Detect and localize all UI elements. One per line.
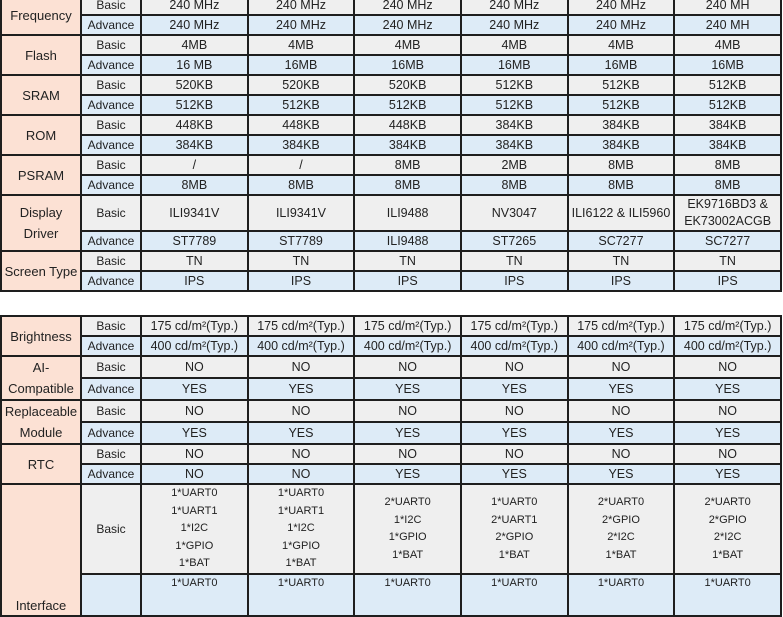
variant-label: Advance [81, 175, 141, 195]
spec-value [674, 484, 781, 574]
interface-item: 1*BAT [285, 557, 317, 570]
spec-value: 512KB [461, 95, 568, 115]
spec-value: 384KB [461, 135, 568, 155]
spec-value: 240 MHz [461, 15, 568, 35]
spec-value: 8MB [141, 175, 248, 195]
spec-value: YES [568, 464, 675, 484]
variant-label: Basic [81, 195, 141, 231]
interface-item: 1*UART0 [277, 487, 325, 500]
table-row [1, 574, 781, 616]
spec-value: NO [568, 400, 675, 422]
spec-value: 240 MHz [568, 0, 675, 15]
spec-value: TN [354, 251, 461, 271]
spec-value: 240 MHz [354, 0, 461, 15]
spec-value: 4MB [141, 35, 248, 55]
spec-value [141, 574, 248, 616]
spec-value [461, 574, 568, 616]
spec-value: 520KB [354, 75, 461, 95]
spec-value: NO [354, 444, 461, 464]
table-row [1, 464, 781, 484]
spec-value: 384KB [354, 135, 461, 155]
spec-value: TN [248, 251, 355, 271]
spec-value [568, 484, 675, 574]
spec-value: NO [354, 400, 461, 422]
variant-label: Basic [81, 35, 141, 55]
spec-value: SC7277 [568, 231, 675, 251]
spec-value: NO [461, 444, 568, 464]
interface-item: 2*GPIO [602, 513, 640, 526]
spec-value: 16MB [568, 55, 675, 75]
table-row [1, 15, 781, 35]
table-row [1, 378, 781, 400]
spec-value: 520KB [248, 75, 355, 95]
spec-value: / [141, 155, 248, 175]
spec-value: YES [568, 422, 675, 444]
spec-value: YES [248, 378, 355, 400]
spec-value: 16MB [354, 55, 461, 75]
spec-value: 240 MHz [568, 15, 675, 35]
table-row [1, 115, 781, 135]
interface-item: 1*UART0 [171, 577, 218, 589]
spec-label-sram: SRAM [1, 75, 81, 115]
variant-label: Basic [81, 75, 141, 95]
interface-item: 1*UART0 [597, 577, 645, 589]
interface-item: 1*I2C [393, 513, 422, 526]
spec-value: 400 cd/m²(Typ.) [674, 336, 781, 356]
spec-value: NO [248, 356, 355, 378]
spec-value: 512KB [674, 75, 781, 95]
spec-value [354, 574, 461, 616]
interface-item: 1*GPIO [388, 531, 427, 543]
variant-label: Advance [81, 231, 141, 251]
spec-value: YES [141, 422, 248, 444]
spec-value: YES [354, 422, 461, 444]
interface-item: 1*BAT [605, 548, 637, 561]
spec-value: 240 MH [674, 15, 781, 35]
spec-value: YES [354, 378, 461, 400]
spec-value: NO [674, 400, 781, 422]
spec-value: 8MB [568, 175, 675, 195]
spec-value [461, 484, 568, 574]
spec-value: 16MB [674, 55, 781, 75]
spec-value: 448KB [248, 115, 355, 135]
spec-value: YES [568, 378, 675, 400]
interface-item: 1*UART0 [277, 577, 325, 589]
spec-label-interface: Interface [1, 484, 81, 616]
spec-value: TN [141, 251, 248, 271]
spec-value: YES [674, 422, 781, 444]
table-row [1, 356, 781, 378]
spec-value: 8MB [461, 175, 568, 195]
spec-value: 16 MB [141, 55, 248, 75]
table-row [1, 316, 781, 336]
variant-label: Advance [81, 95, 141, 115]
spec-value: IPS [141, 271, 248, 291]
spec-value: 448KB [354, 115, 461, 135]
spec-value: 8MB [674, 175, 781, 195]
interface-item: 1*BAT [392, 548, 424, 561]
spec-value: 4MB [461, 35, 568, 55]
spec-value: YES [461, 464, 568, 484]
spec-value: 448KB [141, 115, 248, 135]
interface-item: 1*UART0 [171, 487, 218, 500]
spec-value: 240 MHz [248, 0, 355, 15]
spec-value: 384KB [141, 135, 248, 155]
variant-label: Advance [81, 135, 141, 155]
table-row [1, 0, 781, 15]
interface-item: 1*GPIO [175, 539, 214, 552]
table-row [1, 400, 781, 422]
spec-value: IPS [568, 271, 675, 291]
spec-label-psram: PSRAM [1, 155, 81, 195]
interface-item: 1*I2C [287, 522, 315, 535]
spec-value: ST7789 [248, 231, 355, 251]
spec-table-top [0, 0, 782, 292]
interface-item: 1*UART0 [384, 577, 431, 589]
spec-value: 512KB [141, 95, 248, 115]
spec-value: YES [354, 464, 461, 484]
spec-value: 400 cd/m²(Typ.) [141, 336, 248, 356]
spec-value: TN [674, 251, 781, 271]
spec-value: NO [248, 444, 355, 464]
spec-value: 384KB [461, 115, 568, 135]
spec-value: 240 MHz [248, 15, 355, 35]
spec-value: 8MB [674, 155, 781, 175]
spec-value: 384KB [674, 115, 781, 135]
variant-label: Basic [81, 400, 141, 422]
table-row [1, 336, 781, 356]
interface-item: 2*GPIO [708, 513, 747, 526]
spec-value: IPS [248, 271, 355, 291]
spec-value: NV3047 [461, 195, 568, 231]
spec-value: ILI6122 & ILI5960 [568, 195, 675, 231]
spec-value: TN [461, 251, 568, 271]
table-row [1, 135, 781, 155]
spec-value: 512KB [568, 75, 675, 95]
spec-value: 512KB [248, 95, 355, 115]
spec-value: IPS [674, 271, 781, 291]
variant-label: Advance [81, 422, 141, 444]
spec-value: 4MB [568, 35, 675, 55]
interface-item: 1*UART0 [704, 577, 751, 589]
spec-value: EK9716BD3 & EK73002ACGB [674, 195, 781, 231]
variant-label: Basic [81, 155, 141, 175]
interface-item: 2*UART0 [597, 496, 645, 508]
spec-value: 512KB [568, 95, 675, 115]
table-row [1, 55, 781, 75]
spec-value: NO [461, 356, 568, 378]
spec-value: NO [141, 356, 248, 378]
spec-value: 384KB [248, 135, 355, 155]
spec-value: YES [674, 464, 781, 484]
spec-value: 16MB [461, 55, 568, 75]
spec-value: 240 MHz [461, 0, 568, 15]
spec-label-screen-type: Screen Type [1, 251, 81, 291]
spec-value: SC7277 [674, 231, 781, 251]
spec-value [354, 484, 461, 574]
spec-value: ILI9488 [354, 195, 461, 231]
table-row [1, 444, 781, 464]
spec-value: NO [141, 464, 248, 484]
variant-label: Advance [81, 336, 141, 356]
spec-label-rtc: RTC [1, 444, 81, 484]
spec-value: IPS [354, 271, 461, 291]
spec-value: 384KB [568, 115, 675, 135]
spec-value: NO [141, 400, 248, 422]
spec-value: NO [354, 356, 461, 378]
spec-value: 512KB [674, 95, 781, 115]
spec-value: 400 cd/m²(Typ.) [568, 336, 675, 356]
spec-value: ILI9488 [354, 231, 461, 251]
spec-value: / [248, 155, 355, 175]
spec-value [248, 574, 355, 616]
table-row [1, 75, 781, 95]
spec-value: NO [674, 356, 781, 378]
spec-value: ST7265 [461, 231, 568, 251]
spec-table-bottom [0, 315, 782, 617]
spec-value: NO [141, 444, 248, 464]
spec-value: 16MB [248, 55, 355, 75]
spec-value [141, 484, 248, 574]
spec-value: 512KB [461, 75, 568, 95]
spec-value: 4MB [674, 35, 781, 55]
table-row [1, 422, 781, 444]
spec-label-replaceable-module: Replaceable Module [1, 400, 81, 444]
interface-item: 1*GPIO [282, 539, 320, 552]
interface-item: 1*BAT [498, 548, 530, 561]
interface-item: 1*UART0 [491, 577, 538, 589]
variant-label: Basic [81, 444, 141, 464]
spec-value: 175 cd/m²(Typ.) [248, 316, 355, 336]
spec-value: 240 MHz [141, 15, 248, 35]
interface-item: 2*UART0 [704, 496, 751, 508]
spec-value: 8MB [354, 175, 461, 195]
spec-label-rom: ROM [1, 115, 81, 155]
table-row [1, 35, 781, 55]
table-row [1, 271, 781, 291]
spec-label-brightness: Brightness [1, 316, 81, 356]
spec-value: YES [248, 422, 355, 444]
spec-value: YES [461, 422, 568, 444]
table-row [1, 231, 781, 251]
spec-label-flash: Flash [1, 35, 81, 75]
spec-value: 175 cd/m²(Typ.) [354, 316, 461, 336]
variant-label [81, 574, 141, 616]
spec-value: 4MB [248, 35, 355, 55]
spec-label-display-driver: Display Driver [1, 195, 81, 251]
variant-label: Basic [81, 251, 141, 271]
spec-value: ST7789 [141, 231, 248, 251]
spec-value: NO [568, 356, 675, 378]
spec-value [568, 574, 675, 616]
interface-item: 1*BAT [178, 557, 210, 570]
spec-value: 8MB [354, 155, 461, 175]
spec-value: 384KB [674, 135, 781, 155]
interface-item: 2*I2C [607, 531, 635, 543]
spec-value: YES [141, 378, 248, 400]
spec-value: NO [248, 400, 355, 422]
variant-label: Basic [81, 484, 141, 574]
spec-value: NO [248, 464, 355, 484]
spec-value: 400 cd/m²(Typ.) [461, 336, 568, 356]
spec-value: IPS [461, 271, 568, 291]
variant-label: Basic [81, 0, 141, 15]
spec-value: 512KB [354, 95, 461, 115]
spec-value: YES [674, 378, 781, 400]
spec-value: 4MB [354, 35, 461, 55]
spec-value: 240 MHz [141, 0, 248, 15]
interface-item: 2*GPIO [495, 531, 534, 543]
spec-value: 240 MH [674, 0, 781, 15]
interface-item: 2*UART0 [384, 496, 431, 508]
interface-item: 1*UART0 [491, 496, 538, 508]
spec-value: 2MB [461, 155, 568, 175]
spec-label-frequency: Frequency [1, 0, 81, 35]
variant-label: Basic [81, 115, 141, 135]
variant-label: Advance [81, 464, 141, 484]
spec-value: 175 cd/m²(Typ.) [141, 316, 248, 336]
spec-value: 8MB [248, 175, 355, 195]
spec-value: 520KB [141, 75, 248, 95]
table-row [1, 484, 781, 574]
spec-value [248, 484, 355, 574]
spec-value: ILI9341V [248, 195, 355, 231]
spec-value: NO [461, 400, 568, 422]
table-row [1, 175, 781, 195]
table-row [1, 251, 781, 271]
variant-label: Basic [81, 316, 141, 336]
spec-value: YES [461, 378, 568, 400]
interface-item: 1*UART1 [277, 504, 325, 517]
interface-item: 1*UART1 [171, 504, 218, 517]
spec-value [674, 574, 781, 616]
variant-label: Basic [81, 356, 141, 378]
spec-value: 175 cd/m²(Typ.) [461, 316, 568, 336]
spec-value: 8MB [568, 155, 675, 175]
table-row [1, 95, 781, 115]
spec-value: 240 MHz [354, 15, 461, 35]
spec-value: 175 cd/m²(Typ.) [568, 316, 675, 336]
spec-value: 384KB [568, 135, 675, 155]
table-row [1, 195, 781, 231]
spec-value: NO [674, 444, 781, 464]
variant-label: Advance [81, 271, 141, 291]
interface-item: 1*BAT [712, 548, 744, 561]
interface-item: 2*I2C [713, 531, 742, 543]
table-row [1, 155, 781, 175]
variant-label: Advance [81, 15, 141, 35]
variant-label: Advance [81, 55, 141, 75]
spec-value: NO [568, 444, 675, 464]
spec-value: 400 cd/m²(Typ.) [354, 336, 461, 356]
interface-item: 1*I2C [180, 522, 209, 535]
variant-label: Advance [81, 378, 141, 400]
spec-value: 175 cd/m²(Typ.) [674, 316, 781, 336]
spec-value: TN [568, 251, 675, 271]
interface-item: 2*UART1 [491, 513, 538, 526]
spec-value: 400 cd/m²(Typ.) [248, 336, 355, 356]
spec-value: ILI9341V [141, 195, 248, 231]
spec-label-ai-compatible: AI-Compatible [1, 356, 81, 400]
